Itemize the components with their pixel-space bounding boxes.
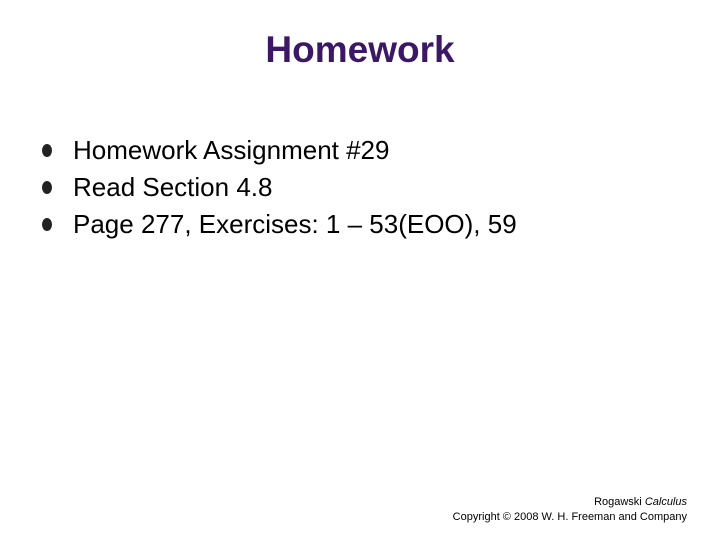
bullet-list (42, 132, 517, 243)
footer-author: Rogawski (594, 496, 642, 508)
slide-footer (453, 495, 687, 525)
bullet-dot-icon (42, 144, 52, 157)
bullet-dot-icon (42, 218, 52, 231)
bullet-item (42, 169, 517, 206)
bullet-text: Page 277, Exercises: 1 – 53(EOO), 59 (73, 209, 517, 239)
bullet-text: Read Section 4.8 (73, 172, 273, 202)
slide-title: Homework (265, 29, 455, 70)
bullet-item (42, 132, 517, 169)
footer-book-title: Calculus (644, 496, 687, 508)
bullet-text: Homework Assignment #29 (73, 135, 390, 165)
bullet-item (42, 206, 517, 243)
bullet-dot-icon (42, 181, 52, 194)
footer-copyright: Copyright © 2008 W. H. Freeman and Company (452, 511, 687, 523)
footer-citation (453, 495, 687, 510)
